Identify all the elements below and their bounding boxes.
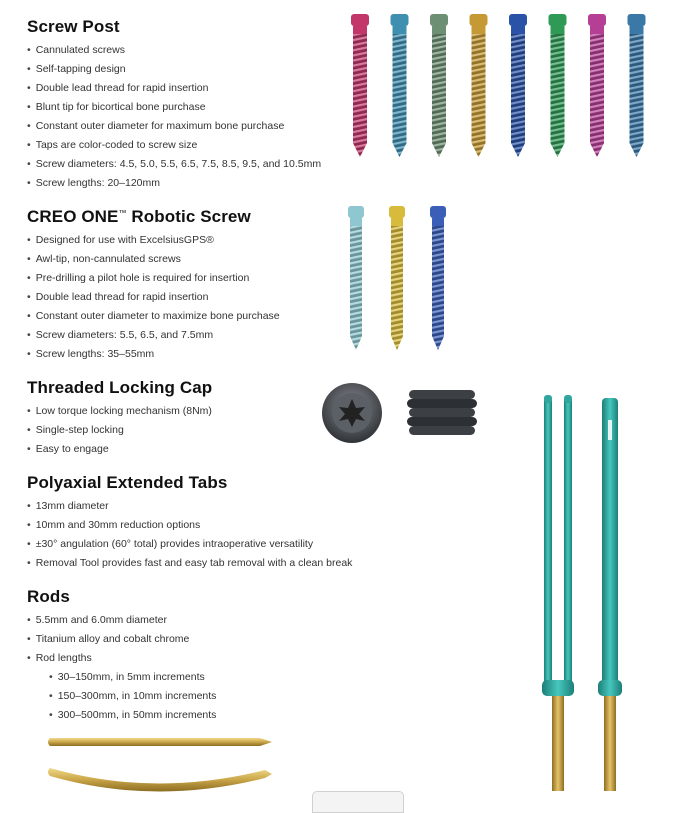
- list-item: • Double lead thread for rapid insertion: [27, 288, 280, 307]
- list-item: • Rod lengths: [27, 649, 216, 668]
- screw-post-image: [336, 12, 676, 162]
- list-item: • Single-step locking: [27, 421, 212, 440]
- screw-icon: [509, 14, 527, 157]
- list-item: • Constant outer diameter to maximize bone purchase: [27, 307, 280, 326]
- list-item: • 150–300mm, in 10mm increments: [27, 687, 216, 706]
- list-item: • Easy to engage: [27, 440, 212, 459]
- list-item: • Screw diameters: 4.5, 5.0, 5.5, 6.5, 7.5, 8.5, 9.5, and 10.5mm: [27, 155, 321, 174]
- extended-tabs-image: [530, 390, 640, 800]
- screw-icon: [430, 206, 446, 350]
- screw-icon: [389, 206, 405, 350]
- list-item: • 5.5mm and 6.0mm diameter: [27, 611, 216, 630]
- section-title: Polyaxial Extended Tabs: [27, 473, 228, 492]
- list-item: • Screw diameters: 5.5, 6.5, and 7.5mm: [27, 326, 280, 345]
- bullet-list: [27, 611, 216, 725]
- list-item: • Double lead thread for rapid insertion: [27, 79, 321, 98]
- locking-cap-side-icon: [407, 390, 477, 435]
- list-item: • Cannulated screws: [27, 41, 321, 60]
- screw-icon: [588, 14, 606, 157]
- straight-rod-icon: [48, 738, 272, 746]
- list-item: • Low torque locking mechanism (8Nm): [27, 402, 212, 421]
- section-title: Screw Post: [27, 17, 120, 36]
- screw-icon: [391, 14, 409, 157]
- title-suffix: Robotic Screw: [131, 207, 251, 226]
- locking-cap-top-icon: [322, 383, 382, 443]
- section-title: Rods: [27, 587, 70, 606]
- curved-rod-icon: [48, 768, 272, 792]
- section-locking-cap: [27, 378, 212, 459]
- list-item: • 300–500mm, in 50mm increments: [27, 706, 216, 725]
- rods-image: [40, 728, 280, 800]
- screw-icon: [351, 14, 369, 157]
- list-item: • Blunt tip for bicortical bone purchase: [27, 98, 321, 117]
- section-extended-tabs: [27, 473, 352, 573]
- locking-cap-image: [314, 380, 494, 450]
- creo-one-screws-image: [336, 204, 466, 354]
- extended-tab-right-icon: [598, 398, 622, 791]
- list-item: • Awl-tip, non-cannulated screws: [27, 250, 280, 269]
- bottom-tab[interactable]: [312, 791, 404, 813]
- list-item: • 30–150mm, in 5mm increments: [27, 668, 216, 687]
- list-item: • Removal Tool provides fast and easy tab removal with a clean break: [27, 554, 352, 573]
- list-item: • Titanium alloy and cobalt chrome: [27, 630, 216, 649]
- bullet-list: [27, 497, 352, 573]
- list-item: • Self-tapping design: [27, 60, 321, 79]
- screw-icon: [549, 14, 567, 157]
- screw-icon: [628, 14, 646, 157]
- list-item: • Pre-drilling a pilot hole is required for insertion: [27, 269, 280, 288]
- list-item: • 10mm and 30mm reduction options: [27, 516, 352, 535]
- bullet-list: [27, 231, 280, 364]
- bullet-list: [27, 41, 321, 193]
- section-creo-one: [27, 207, 280, 364]
- screw-icon: [470, 14, 488, 157]
- list-item: • Constant outer diameter for maximum bone purchase: [27, 117, 321, 136]
- list-item: • ±30° angulation (60° total) provides intraoperative versatility: [27, 535, 352, 554]
- section-title: [27, 207, 280, 227]
- list-item: • 13mm diameter: [27, 497, 352, 516]
- list-item: • Screw lengths: 35–55mm: [27, 345, 280, 364]
- trademark-mark: ™: [118, 208, 127, 218]
- screw-icon: [348, 206, 364, 350]
- section-rods: [27, 587, 216, 725]
- extended-tab-left-icon: [542, 395, 574, 791]
- list-item: • Designed for use with ExcelsiusGPS®: [27, 231, 280, 250]
- section-title: Threaded Locking Cap: [27, 378, 213, 397]
- list-item: • Taps are color-coded to screw size: [27, 136, 321, 155]
- section-screw-post: [27, 17, 321, 193]
- bullet-list: [27, 402, 212, 459]
- list-item: • Screw lengths: 20–120mm: [27, 174, 321, 193]
- screw-icon: [430, 14, 448, 157]
- title-main: CREO ONE: [27, 207, 119, 226]
